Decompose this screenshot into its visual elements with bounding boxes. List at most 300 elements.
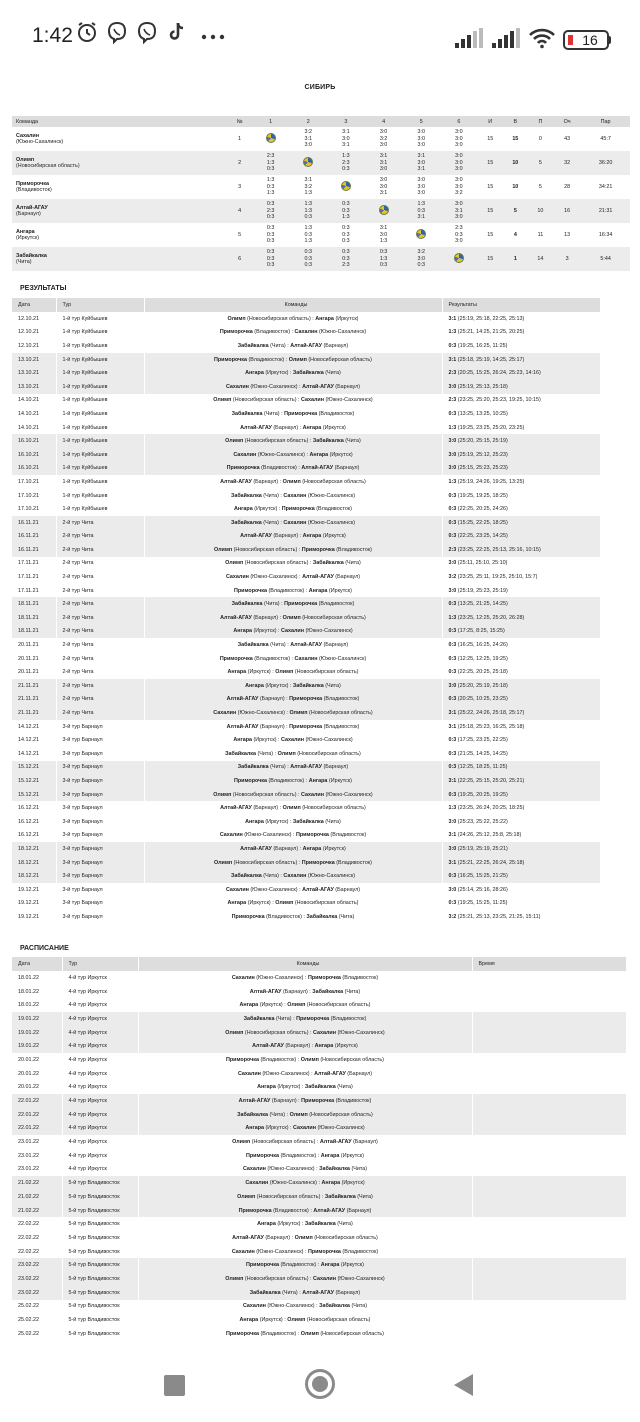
schedule-header-cell: Время [472, 957, 626, 971]
home-team: Забайкалка [230, 873, 262, 880]
teams-cell: Олимп (Новосибирская область) : Сахалин (Южно-Сахалинск) [144, 394, 442, 408]
tour-cell: 4-й тур Иркутск [62, 998, 138, 1012]
results-header-cell: Команды [144, 298, 442, 312]
match-score: 0:3 [448, 642, 457, 649]
away-city: (Барнаул) [335, 383, 361, 390]
home-city: (Иркутск) [259, 1002, 283, 1009]
away-team: Ангара [315, 315, 334, 322]
away-team: Приморочка [284, 410, 318, 417]
set-scores: (25:15, 25:23, 25:23) [457, 465, 508, 472]
set-scores: (25:21, 22:25, 26:24, 25:18) [457, 859, 525, 866]
teams-cell: Забайкалка (Чита) : Олимп (Новосибирская область) [144, 747, 442, 761]
match-cell [440, 151, 478, 175]
teams-cell: Ангара (Иркутск) : Олимп (Новосибирская область) [144, 665, 442, 679]
home-team: Забайкалка [225, 750, 256, 757]
tour-cell: 3-й тур Барнаул [56, 788, 144, 802]
table-row [12, 380, 600, 394]
standings-header-cell: И [478, 116, 503, 127]
tour-cell: 2-й тур Чита [56, 530, 144, 544]
home-city: (Иркутск) [265, 1125, 289, 1132]
set-score: 1:3 [304, 201, 313, 208]
set-score: 3:0 [455, 177, 463, 184]
table-row [12, 394, 600, 408]
set-scores: (13:25, 13:25, 10:25) [457, 410, 508, 417]
result-cell [442, 611, 600, 625]
stat-p: 0 [538, 135, 542, 142]
home-team: Алтай-АГАУ [238, 1098, 271, 1105]
teams-cell: Сахалин (Южно-Сахалинск) : Забайкалка (Чита) [138, 1300, 472, 1314]
match-score: 0:3 [448, 900, 457, 907]
set-score: 0:3 [266, 183, 275, 190]
home-city: (Иркутск) [253, 737, 277, 744]
home-team: Забайкалка [231, 601, 263, 608]
home-city: (Барнаул) [273, 533, 299, 540]
date-cell: 16.11.21 [12, 516, 56, 530]
away-team: Приморочка [281, 506, 315, 513]
set-score: 0:3 [304, 255, 313, 262]
home-city: (Чита) [257, 750, 274, 757]
stat-i: 15 [487, 231, 494, 238]
home-city: (Барнаул) [253, 805, 279, 812]
teams-cell: Приморочка (Владивосток) : Олимп (Новосибирская область) [138, 1053, 472, 1067]
set-scores: (16:25, 16:25, 24:26) [457, 642, 508, 649]
home-city: (Чита) [263, 519, 279, 526]
tour-cell: 4-й тур Иркутск [62, 1149, 138, 1163]
set-score: 1:3 [304, 238, 313, 245]
tour-cell: 3-й тур Барнаул [56, 801, 144, 815]
tour-cell: 5-й тур Владивосток [62, 1176, 138, 1190]
stat-o: 28 [564, 183, 571, 190]
tour-cell: 2-й тур Чита [56, 557, 144, 571]
standings-row [12, 151, 630, 175]
home-team: Сахалин [237, 1070, 261, 1077]
home-city: (Иркутск) [254, 506, 278, 513]
away-city: (Владивосток) [316, 506, 352, 513]
result-cell [442, 897, 600, 911]
home-city: (Владивосток) [254, 655, 291, 662]
date-cell: 16.12.21 [12, 815, 56, 829]
table-row [12, 611, 600, 625]
home-team: Ангара [233, 737, 252, 744]
set-score: 3:0 [455, 201, 463, 208]
away-team: Приморочка [301, 546, 335, 553]
home-team: Забайкалка [249, 1289, 281, 1296]
tiktok-icon [165, 20, 189, 44]
home-team: Сахалин [242, 1166, 266, 1173]
result-cell [442, 747, 600, 761]
set-scores: (22:25, 20:25, 24:26) [457, 506, 508, 513]
home-city: (Чита) [264, 410, 280, 417]
away-city: (Иркутск) [328, 587, 352, 594]
tour-cell: 2-й тур Чита [56, 625, 144, 639]
away-team: Забайкалка [304, 1084, 336, 1091]
match-score: 0:3 [448, 737, 457, 744]
set-score: 0:3 [266, 231, 275, 238]
away-city: (Барнаул) [334, 465, 360, 472]
match-cell [402, 223, 440, 247]
home-team: Алтай-АГАУ [252, 1043, 284, 1050]
tour-cell: 4-й тур Иркутск [62, 1026, 138, 1040]
set-score: 1:3 [417, 201, 425, 208]
away-team: Забайкалка [319, 1166, 350, 1173]
schedule-table [12, 957, 627, 1341]
set-score: 0:3 [342, 231, 350, 238]
teams-cell: Алтай-АГАУ (Барнаул) : Ангара (Иркутск) [144, 530, 442, 544]
home-city: (Южно-Сахалинск) [237, 710, 285, 717]
set-score: 3:0 [417, 190, 425, 197]
volleyball-icon [303, 157, 313, 167]
away-team: Ангара [314, 1043, 334, 1050]
home-city: (Новосибирская область) [256, 1193, 321, 1200]
match-cell [252, 247, 290, 271]
home-team: Забайкалка [237, 1111, 268, 1118]
home-team: Ангара [245, 1125, 264, 1132]
away-team: Олимп [300, 1330, 319, 1337]
tour-cell: 4-й тур Иркутск [62, 1012, 138, 1026]
set-score: 3:0 [455, 135, 463, 142]
away-team: Ангара [321, 1180, 341, 1187]
time-cell [472, 1067, 626, 1081]
home-team: Ангара [245, 370, 264, 377]
set-score: 0:3 [266, 238, 275, 245]
teams-cell: Забайкалка (Чита) : Приморочка (Владивосток) [138, 1012, 472, 1026]
result-cell [442, 570, 600, 584]
set-score: 2:3 [342, 159, 350, 166]
away-city: (Южно-Сахалинск) [307, 492, 356, 499]
table-row [12, 448, 600, 462]
away-team: Сахалин [281, 628, 304, 635]
set-scores: (20:25, 15:25, 26:24, 25:23, 14:16) [457, 370, 541, 377]
set-score: 2:3 [266, 153, 275, 160]
more-icon [200, 33, 226, 41]
set-score: 0:3 [266, 166, 275, 173]
standings-row [12, 247, 630, 271]
date-cell: 22.01.22 [12, 1122, 62, 1136]
away-city: (Новосибирская область) [294, 669, 359, 676]
nav-back-icon[interactable] [454, 1374, 473, 1396]
away-team: Приморочка [295, 832, 329, 839]
away-team: Олимп [294, 1234, 313, 1241]
teams-cell: Олимп (Новосибирская область) : Сахалин (Южно-Сахалинск) [138, 1272, 472, 1286]
tour-cell: 2-й тур Чита [56, 516, 144, 530]
away-team: Сахалин [313, 1029, 336, 1036]
results-table [12, 298, 601, 924]
volleyball-icon [341, 181, 351, 191]
match-score: 3:1 [448, 315, 457, 322]
home-team: Приморочка [214, 356, 247, 363]
away-team: Олимп [287, 1317, 306, 1324]
set-scores: (23:25, 26:24, 20:25, 18:25) [457, 805, 525, 812]
teams-cell: Забайкалка (Чита) : Сахалин (Южно-Сахалинск) [144, 869, 442, 883]
away-team: Забайкалка [292, 818, 324, 825]
standings-row [12, 127, 630, 151]
set-scores: (16:25, 15:25, 21:25) [457, 873, 508, 880]
date-cell: 25.02.22 [12, 1300, 62, 1314]
home-team: Приморочка [234, 587, 267, 594]
away-city: (Южно-Сахалинск) [307, 873, 356, 880]
result-cell [442, 516, 600, 530]
teams-cell: Алтай-АГАУ (Барнаул) : Олимп (Новосибирская область) [144, 801, 442, 815]
time-cell [472, 1300, 626, 1314]
home-city: (Чита) [263, 492, 279, 499]
match-score: 0:3 [448, 492, 457, 499]
set-scores: (23:25, 25:11, 19:25, 25:10, 15:7) [457, 574, 538, 581]
date-cell: 17.10.21 [12, 475, 56, 489]
teams-cell: Сахалин (Южно-Сахалинск) : Приморочка (Владивосток) [138, 1245, 472, 1259]
match-cell [402, 151, 440, 175]
away-team: Забайкалка [292, 370, 324, 377]
time-cell [472, 1327, 626, 1341]
away-team: Приморочка [301, 1098, 335, 1105]
set-score: 3:1 [417, 166, 425, 173]
tour-cell: 5-й тур Владивосток [62, 1204, 138, 1218]
nav-recents-icon[interactable] [164, 1375, 185, 1396]
set-score: 0:3 [379, 262, 388, 269]
date-cell: 14.10.21 [12, 407, 56, 421]
set-score: 1:3 [342, 214, 350, 221]
date-cell: 21.02.22 [12, 1176, 62, 1190]
nav-home-icon[interactable] [305, 1369, 335, 1399]
set-score: 0:3 [304, 231, 313, 238]
home-team: Сахалин [225, 886, 249, 893]
tour-cell: 2-й тур Чита [56, 543, 144, 557]
home-team: Олимп [232, 1139, 251, 1146]
tour-cell: 4-й тур Иркутск [62, 1067, 138, 1081]
match-cell [289, 127, 327, 151]
home-city: (Барнаул) [273, 424, 299, 431]
schedule-header-cell: Тур [62, 957, 138, 971]
away-city: (Владивосток) [318, 601, 355, 608]
away-city: (Владивосток) [323, 723, 360, 730]
date-cell: 16.10.21 [12, 434, 56, 448]
teams-cell: Олимп (Новосибирская область) : Приморочка (Владивосток) [144, 856, 442, 870]
home-city: (Чита) [282, 1289, 298, 1296]
away-team: Олимп [275, 900, 294, 907]
home-team: Забайкалка [237, 342, 269, 349]
teams-cell: Олимп (Новосибирская область) : Сахалин (Южно-Сахалинск) [144, 788, 442, 802]
match-cell [402, 127, 440, 151]
result-cell [442, 597, 600, 611]
away-city: (Владивосток) [342, 974, 379, 981]
table-row [12, 829, 600, 843]
set-score: 3:0 [455, 129, 463, 136]
match-cell [440, 199, 478, 223]
home-team: Сахалин [231, 1248, 255, 1255]
match-cell [252, 199, 290, 223]
teams-cell: Олимп (Новосибирская область) : Приморочка (Владивосток) [144, 543, 442, 557]
home-city: (Новосибирская область) [233, 546, 298, 553]
date-cell: 17.11.21 [12, 584, 56, 598]
result-cell [442, 625, 600, 639]
match-score: 1:3 [448, 478, 457, 485]
away-team: Алтай-АГАУ [302, 1289, 334, 1296]
date-cell: 14.10.21 [12, 394, 56, 408]
home-team: Ангара [234, 506, 253, 513]
set-score: 3:0 [455, 238, 463, 245]
teams-cell: Сахалин (Южно-Сахалинск) : Ангара (Иркутск) [144, 448, 442, 462]
table-row [12, 1272, 626, 1286]
home-city: (Южно-Сахалинск) [244, 832, 292, 839]
stat-p: 5 [528, 151, 553, 175]
teams-cell: Алтай-АГАУ (Барнаул) : Ангара (Иркутск) [144, 421, 442, 435]
away-city: (Чита) [338, 913, 355, 920]
away-team: Алтай-АГАУ [301, 465, 334, 472]
teams-cell: Забайкалка (Чита) : Алтай-АГАУ (Барнаул) [144, 761, 442, 775]
away-city: (Новосибирская область) [302, 805, 366, 812]
match-cell [365, 151, 403, 175]
stat-v: 15 [512, 135, 519, 142]
volleyball-icon [379, 205, 389, 215]
away-team: Алтай-АГАУ [290, 642, 322, 649]
clock: 1:42 [32, 24, 73, 47]
team-number: 4 [227, 199, 251, 223]
away-city: (Барнаул) [323, 342, 349, 349]
result-cell [442, 801, 600, 815]
result-cell [442, 706, 600, 720]
teams-cell: Олимп (Новосибирская область) : Забайкалка (Чита) [138, 1190, 472, 1204]
result-cell [442, 761, 600, 775]
table-row [12, 312, 600, 326]
tour-cell: 2-й тур Чита [56, 706, 144, 720]
home-team: Олимп [225, 438, 244, 445]
tour-cell: 5-й тур Владивосток [62, 1313, 138, 1327]
tour-cell: 4-й тур Иркутск [62, 985, 138, 999]
table-row [12, 570, 600, 584]
stat-par: 36:20 [581, 151, 630, 175]
table-row [12, 1081, 626, 1095]
date-cell: 25.02.22 [12, 1313, 62, 1327]
match-score: 2:3 [448, 397, 457, 404]
teams-cell: Приморочка (Владивосток) : Забайкалка (Чита) [144, 910, 442, 924]
set-score: 3:0 [417, 159, 425, 166]
home-city: (Барнаул) [285, 1043, 311, 1050]
tour-cell: 3-й тур Барнаул [56, 774, 144, 788]
date-cell: 22.01.22 [12, 1094, 62, 1108]
match-score: 1:3 [448, 329, 457, 336]
away-team: Ангара [308, 777, 328, 784]
home-city: (Южно-Сахалинск) [256, 974, 304, 981]
match-cell [402, 199, 440, 223]
result-cell [442, 910, 600, 924]
home-city: (Чита) [270, 764, 286, 771]
set-score: 3:0 [379, 129, 388, 136]
away-city: (Иркутск) [335, 315, 359, 322]
match-score: 3:0 [448, 845, 457, 852]
results-header-cell: Результаты [442, 298, 600, 312]
date-cell: 20.11.21 [12, 665, 56, 679]
set-scores: (21:25, 14:25, 14:25) [457, 750, 508, 757]
set-scores: (22:25, 20:25, 25:18) [457, 669, 508, 676]
result-cell [442, 665, 600, 679]
time-cell [472, 1231, 626, 1245]
away-city: (Чита) [345, 438, 361, 445]
date-cell: 21.02.22 [12, 1204, 62, 1218]
table-row [12, 530, 600, 544]
home-city: (Барнаул) [271, 1098, 297, 1105]
teams-cell: Ангара (Иркутск) : Сахалин (Южно-Сахалинск) [138, 1122, 472, 1136]
date-cell: 14.10.21 [12, 421, 56, 435]
away-city: (Чита) [351, 1303, 368, 1310]
match-score: 1:3 [448, 614, 457, 621]
set-scores: (25:19, 25:12, 25:23) [457, 451, 508, 458]
home-team: Ангара [227, 900, 247, 907]
home-team: Алтай-АГАУ [249, 988, 282, 995]
tour-cell: 1-й тур Куйбышев [56, 394, 144, 408]
away-team: Алтай-АГАУ [302, 886, 334, 893]
away-city: (Южно-Сахалинск) [337, 1275, 385, 1282]
match-score: 3:0 [448, 451, 457, 458]
match-cell [365, 247, 403, 271]
home-city: (Барнаул) [259, 696, 285, 703]
time-cell [472, 1313, 626, 1327]
table-row [12, 998, 626, 1012]
set-score: 3:0 [304, 142, 313, 149]
set-scores: (22:25, 23:25, 14:25) [457, 533, 508, 540]
teams-cell: Ангара (Иркутск) : Забайкалка (Чита) [138, 1081, 472, 1095]
table-row [12, 543, 600, 557]
date-cell: 19.01.22 [12, 1012, 62, 1026]
set-score: 0:3 [304, 214, 313, 221]
away-city: (Новосибирская область) [297, 750, 361, 757]
table-row [12, 407, 600, 421]
away-city: (Чита) [357, 1193, 373, 1200]
table-row [12, 1149, 626, 1163]
stat-o: 13 [564, 231, 571, 238]
home-team: Алтай-АГАУ [220, 614, 252, 621]
home-city: (Новосибирская область) [244, 1029, 309, 1036]
signal-icon [455, 28, 485, 48]
home-city: (Чита) [263, 873, 279, 880]
teams-cell: Забайкалка (Чита) : Приморочка (Владивосток) [144, 407, 442, 421]
away-city: (Иркутск) [341, 1180, 365, 1187]
tour-cell: 5-й тур Владивосток [62, 1300, 138, 1314]
tour-cell: 4-й тур Иркутск [62, 1163, 138, 1177]
tour-cell: 4-й тур Иркутск [62, 1053, 138, 1067]
time-cell [472, 1135, 626, 1149]
home-team: Сахалин [233, 451, 257, 458]
stat-i: 15 [487, 135, 494, 142]
away-city: (Иркутск) [322, 845, 346, 852]
standings-header-cell: № [227, 116, 251, 127]
match-cell [327, 247, 365, 271]
match-score: 0:3 [448, 533, 457, 540]
teams-cell: Олимп (Новосибирская область) : Алтай-АГАУ (Барнаул) [138, 1135, 472, 1149]
teams-cell: Ангара (Иркутск) : Сахалин (Южно-Сахалинск) [144, 733, 442, 747]
table-row [12, 774, 600, 788]
result-cell [442, 353, 600, 367]
team-name: Алтай-АГАУ [16, 204, 48, 211]
set-score: 3:1 [304, 177, 313, 184]
set-score: 3:0 [417, 129, 425, 136]
time-cell [472, 1053, 626, 1067]
result-cell [442, 502, 600, 516]
away-city: (Новосибирская область) [306, 1002, 371, 1009]
match-cell [252, 151, 290, 175]
result-cell [442, 693, 600, 707]
away-team: Ангара [320, 1262, 340, 1269]
tour-cell: 5-й тур Владивосток [62, 1327, 138, 1341]
home-team: Сахалин [219, 832, 243, 839]
tour-cell: 5-й тур Владивосток [62, 1245, 138, 1259]
date-cell: 25.02.22 [12, 1327, 62, 1341]
table-row [12, 747, 600, 761]
date-cell: 13.10.21 [12, 380, 56, 394]
status-bar [0, 0, 640, 80]
date-cell: 22.02.22 [12, 1245, 62, 1259]
standings-header-cell: 3 [327, 116, 365, 127]
teams-cell: Забайкалка (Чита) : Алтай-АГАУ (Барнаул) [138, 1286, 472, 1300]
tour-cell: 1-й тур Куйбышев [56, 489, 144, 503]
